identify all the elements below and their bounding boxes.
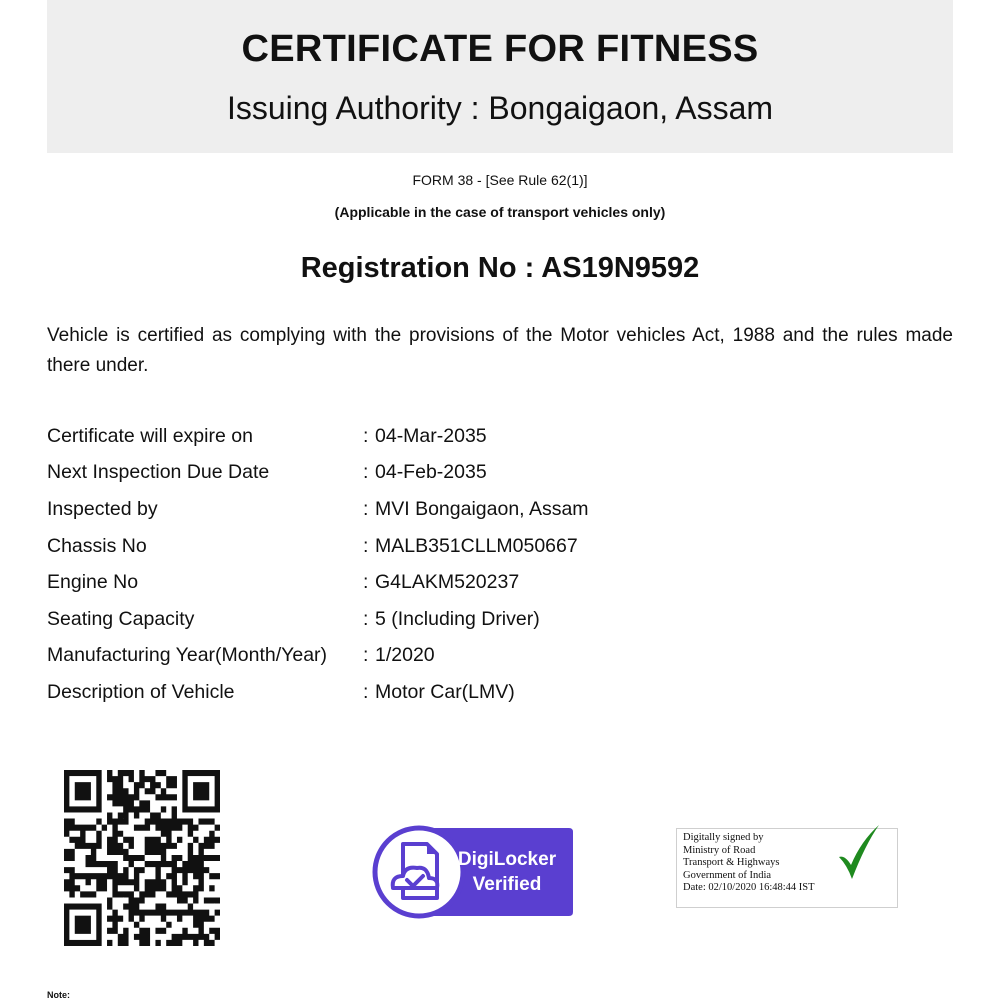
digital-signature-box [676,828,898,908]
detail-row [47,528,747,565]
digilocker-verified-badge [369,822,577,922]
detail-value: G4LAKM520237 [375,571,520,594]
detail-label: Next Inspection Due Date [47,461,270,484]
detail-label: Engine No [47,571,139,594]
detail-row [47,638,747,675]
vehicle-details [47,418,747,711]
detail-label: Description of Vehicle [47,680,235,703]
header-band [47,0,953,153]
applicability-note: (Applicable in the case of transport vehicles only) [334,204,666,220]
detail-label: Seating Capacity [47,607,195,630]
signature-line: Digitally signed by [683,832,764,843]
detail-colon: : [363,497,369,520]
detail-label: Inspected by [47,497,158,520]
detail-colon: : [363,424,369,447]
detail-row [47,674,747,711]
detail-label: Chassis No [47,534,147,557]
registration-number: Registration No : AS19N9592 [300,252,700,284]
form-reference: FORM 38 - [See Rule 62(1)] [412,172,588,188]
issuing-authority: Issuing Authority : Bongaigaon, Assam [226,90,774,126]
detail-value: 04-Mar-2035 [375,424,487,447]
check-mark-icon [835,821,883,883]
signature-text [683,832,815,895]
detail-row [47,455,747,492]
digilocker-line2: Verified [472,874,542,895]
detail-row [47,491,747,528]
detail-colon: : [363,534,369,557]
detail-colon: : [363,461,369,484]
detail-value: MALB351CLLM050667 [375,534,578,557]
detail-colon: : [363,644,369,667]
signature-line: Ministry of Road [683,844,756,856]
detail-label: Manufacturing Year(Month/Year) [47,644,328,667]
signature-line: Date: 02/10/2020 16:48:44 IST [683,882,815,894]
detail-row [47,564,747,601]
detail-value: 04-Feb-2035 [375,461,487,484]
detail-colon: : [363,607,369,630]
signature-line: Government of India [683,869,772,881]
digilocker-line1: DigiLocker [457,849,557,870]
detail-row [47,601,747,638]
certification-statement: Vehicle is certified as complying with the provisions of the Motor vehicles Act, 1988 and the rules made there under. [47,325,953,376]
certificate-title: CERTIFICATE FOR FITNESS [241,28,759,70]
detail-colon: : [363,680,369,703]
detail-value: 5 (Including Driver) [375,607,540,630]
qr-code-icon [64,770,220,946]
detail-value: MVI Bongaigaon, Assam [375,497,589,520]
signature-line: Transport & Highways [683,857,780,869]
note-label: Note: [47,990,70,1000]
detail-value: 1/2020 [375,644,435,667]
detail-label: Certificate will expire on [47,424,253,447]
detail-colon: : [363,571,369,594]
detail-value: Motor Car(LMV) [375,680,515,703]
detail-row [47,418,747,455]
